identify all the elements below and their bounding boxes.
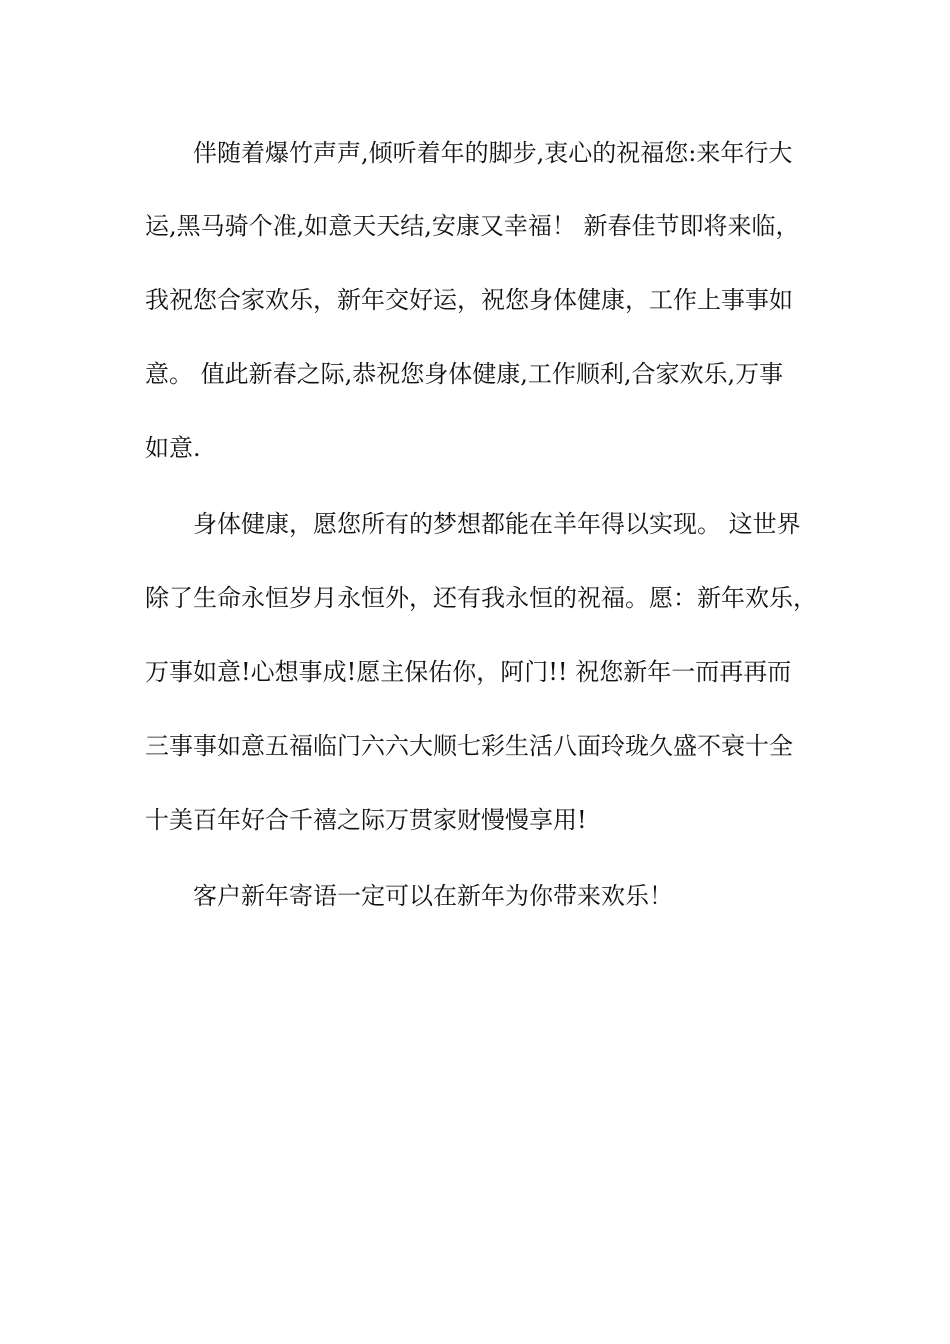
paragraph-1-line-1: 伴随着爆竹声声,倾听着年的脚步,衷心的祝福您:来年行大 [193,139,793,167]
paragraph-2-line-3: 万事如意!心想事成!愿主保佑你，阿门!! 祝您新年一而再再而 [145,658,792,686]
paragraph-1-line-5: 如意. [145,434,201,462]
paragraph-2-line-4: 三事事如意五福临门六六大顺七彩生活八面玲珑久盛不衰十全 [145,732,793,760]
paragraph-2-line-1: 身体健康，愿您所有的梦想都能在羊年得以实现。 这世界 [193,510,801,538]
paragraph-1-line-2: 运,黑马骑个准,如意天天结,安康又幸福！ 新春佳节即将来临， [145,212,800,240]
paragraph-1-line-4: 意。 值此新春之际,恭祝您身体健康,工作顺利,合家欢乐,万事 [145,360,784,388]
paragraph-2-line-5: 十美百年好合千禧之际万贯家财慢慢享用! [145,806,587,834]
paragraph-1-line-3: 我祝您合家欢乐，新年交好运，祝您身体健康，工作上事事如 [145,286,793,314]
paragraph-3-line-1: 客户新年寄语一定可以在新年为你带来欢乐！ [193,882,673,910]
paragraph-2-line-2: 除了生命永恒岁月永恒外，还有我永恒的祝福。愿：新年欢乐， [145,584,817,612]
